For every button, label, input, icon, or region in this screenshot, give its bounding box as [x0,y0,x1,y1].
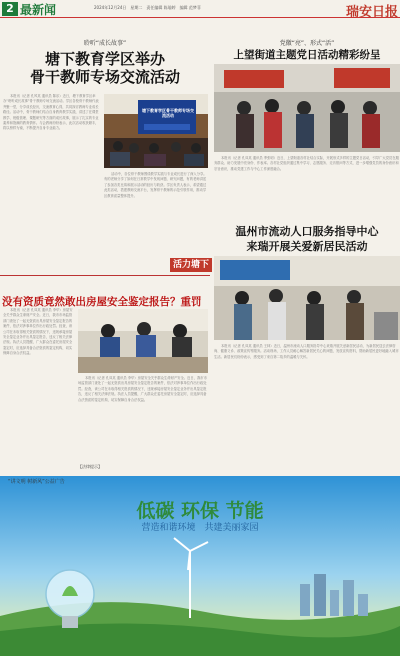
art2-title: 上望街道主题党日活动精彩纷呈 [233,49,381,61]
art3-title-line1: 温州市流动人口服务指导中心 [235,225,379,238]
windmill-icon [174,538,208,618]
meeting-photo [104,94,208,168]
public-service-ad [0,476,400,656]
art1-kicker: 聆听“成长故事” [83,40,127,47]
art1-title-line1: 塘下教育学区举办 [44,50,165,68]
ad-headline: 低碳 环保 节能 [136,500,264,522]
art1-title-line2: 骨干教师专场交流活动 [29,68,180,86]
section-tag: 活力塘下 [170,258,212,272]
ad-slogan: 营造和谐环境 共建美丽家园 [141,523,259,533]
ad-artwork [0,536,400,656]
ad-label: “讲文明 树新风”公益广告 [8,479,65,485]
photo-caption: 塘下教育学区骨干教师专场交流活动 [142,108,194,118]
city-skyline-icon [300,574,368,616]
art2-kicker: 党徽“亮”、形式“活” [279,40,335,47]
inspection-photo [78,309,208,373]
section-divider [0,275,210,276]
community-event-photo [214,256,400,340]
paper-name: 瑞安日报 [345,5,398,20]
page-header [0,0,400,18]
art1-body-mid: 活动中，各位骨干教师围绕教学实践与专业成长进行了深入分享。有的老师分享了如何在日常教学中发现问题、研究问题，有的老师讲述了参加各类比赛和展示活动的经历与收获。学区负责人表示，希望通过此类活动，搭建教师交流平台，发挥骨干教师的示范引领作用，推动学区教育质量整体提升。 [104,172,207,198]
art1-photo [104,94,208,168]
art4-body-left: 本报讯（记者 孔凤英 通讯员 李华）房屋安全关乎群众生命财产安全。近日，我市市场监管部门查处了一起无资质出具房屋安全鉴定报告的案件，依法对涉事单位作出行政处罚。经查，该公司在未取得相关资质的情况下，违规承接房屋安全鉴定业务并出具鉴定报告，违反了相关法律法规。执法人员提醒，广大群众在委托房屋安全鉴定时，应选择具备合法资质的鉴定机构，切实保障自身合法权益。 [3,308,73,356]
art2-body: 本报讯（记者 孔凤英 通讯员 季张明）近日，上望街道各村社结合实际，开展形式多样的主题党日活动，引导广大党员在服务群众、助力发展中亮身份、作表率。各村社党组织通过集中学习、志愿服务、走访慰问等方式，进一步增强党员的身份意识和宗旨意识，推动党建工作与中心工作深度融合。 [214,156,399,171]
art4-signoff: 【法律提示】 [78,464,102,469]
art4-body-right: 本报讯（记者 孔凤英 通讯员 李华）房屋安全关乎群众生命财产安全。近日，我市市场监管部门查处了一起无资质出具房屋安全鉴定报告的案件，依法对涉事单位作出行政处罚。经查，该公司在未取得相关资质的情况下，违规承接房屋安全鉴定业务并出具鉴定报告，违反了相关法律法规。执法人员提醒，广大群众在委托房屋安全鉴定时，应选择具备合法资质的鉴定机构，切实保障自身合法权益。 [78,376,207,402]
art3-body: 本报讯（记者 孔凤英 通讯员 王林）近日，温州市流动人口服务指导中心来瑞开展关爱新居民活动，为新居民送去法律咨询、健康义诊、政策宣传等服务。活动现场，工作人员耐心解答新居民关心的问题，发放宣传资料，帮助新居民更好地融入城市生活。新居民们纷纷表示，感受到了来自第二故乡的温暖与关怀。 [214,344,399,359]
art3-title-line2: 来瑞开展关爱新居民活动 [246,240,368,253]
section-title: 最新闻 [20,3,57,17]
art4-title: 没有资质竟然敢出房屋安全鉴定报告？重罚 [2,296,202,308]
art3-photo [214,256,400,340]
page-number: 2 [2,2,18,16]
art4-photo [78,309,208,373]
art1-body-left: 本报讯（记者 孔风英 通讯员 陈乐）近日，塘下教育学区举办“聆听成长故事”骨干教师专场交流活动。学区各校骨干教师代表齐聚一堂，分享成长经历，交流教育心得，共同探讨教师专业成长路径。活动中，骨干教师们结合自身教育教学实践，讲述了在课堂教学、班级管理、课题研究等方面的成长故事，展示了扎实的专业素养和饱满的教育情怀。与会教师纷纷表示，此次活动收获颇丰，将以榜样为镜，不断提升自身专业能力。 [3,94,99,131]
party-event-photo [214,64,400,152]
header-meta: 2024年12月24日 星期二 责任编辑 陈瑜婷 编辑 范梦菲 [94,5,201,10]
art2-photo [214,64,400,152]
